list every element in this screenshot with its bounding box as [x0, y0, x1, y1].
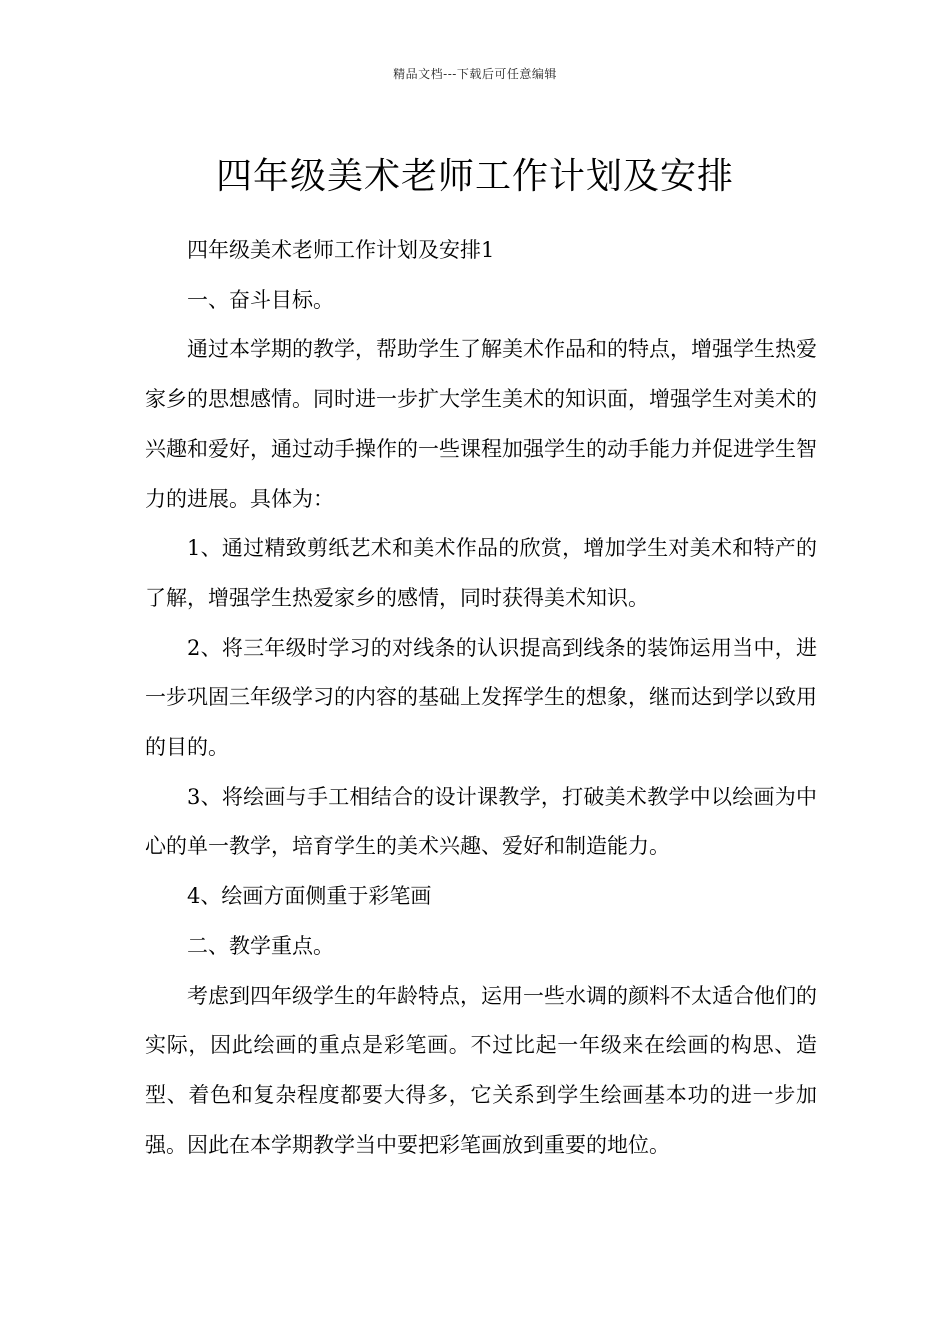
document-body [145, 226, 817, 1170]
document-title: 四年级美术老师工作计划及安排 [215, 156, 734, 198]
paragraph-goals-intro: 通过本学期的教学，帮助学生了解美术作品和的特点，增强学生热爱家乡的思想感情。同时进一步扩大学生美术的知识面，增强学生对美术的兴趣和爱好，通过动手操作的一些课程加强学生的动手能力并促进学生智力的进展。具体为： [145, 337, 817, 511]
header-note: 精品文档---下载后可任意编辑 [393, 67, 557, 81]
paragraph-focus: 考虑到四年级学生的年龄特点，运用一些水调的颜料不太适合他们的实际，因此绘画的重点是彩笔画。不过比起一年级来在绘画的构思、造型、着色和复杂程度都要大得多，它关系到学生绘画基本功的进一步加强。因此在本学期教学当中要把彩笔画放到重要的地位。 [145, 983, 817, 1157]
section-heading-goals: 一、奋斗目标。 [187, 287, 334, 312]
list-item-goal-2: 2、将三年级时学习的对线条的认识提高到线条的装饰运用当中，进一步巩固三年级学习的内容的基础上发挥学生的想象，继而达到学以致用的目的。 [145, 635, 817, 760]
list-item-goal-1: 1、通过精致剪纸艺术和美术作品的欣赏，增加学生对美术和特产的了解，增强学生热爱家乡的感情，同时获得美术知识。 [145, 536, 817, 610]
list-item-goal-3: 3、将绘画与手工相结合的设计课教学，打破美术教学中以绘画为中心的单一教学，培育学生的美术兴趣、爱好和制造能力。 [145, 784, 817, 859]
section-heading-focus: 二、教学重点。 [187, 933, 334, 958]
list-item-goal-4: 4、绘画方面侧重于彩笔画 [187, 884, 432, 909]
section-heading-plan-1: 四年级美术老师工作计划及安排1 [187, 238, 495, 262]
